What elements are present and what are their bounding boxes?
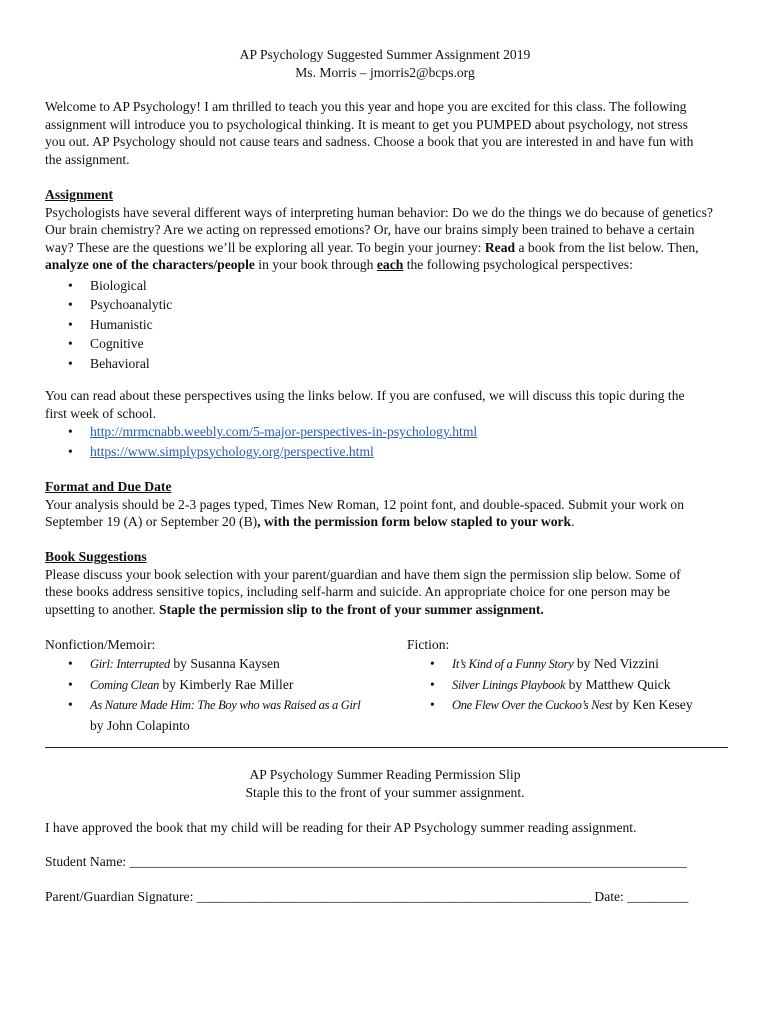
book-title: Coming Clean bbox=[90, 677, 159, 692]
nonfiction-list bbox=[45, 654, 385, 735]
student-name-row bbox=[45, 853, 687, 871]
book-suggestions-section bbox=[45, 548, 730, 618]
assignment-emphasis: Read bbox=[484, 239, 516, 255]
books-emphasis: Staple the permission slip to the front of your summer assignment. bbox=[159, 601, 544, 617]
assignment-heading: Assignment bbox=[45, 187, 113, 202]
assignment-emphasis: each bbox=[376, 257, 404, 272]
book-item bbox=[90, 675, 385, 696]
book-title: It’s Kind of a Funny Story bbox=[452, 657, 574, 671]
format-text: . bbox=[571, 514, 575, 529]
format-heading: Format and Due Date bbox=[45, 479, 172, 494]
assignment-emphasis: analyze one of the characters/people bbox=[45, 257, 255, 272]
intro-line: you out. AP Psychology should not cause tears and sadness. Choose a book that you are interested in and have fun with bbox=[45, 134, 694, 149]
book-item bbox=[90, 695, 385, 735]
fiction-column bbox=[407, 635, 730, 716]
perspectives-list bbox=[45, 276, 730, 374]
perspectives-link-2[interactable]: https://www.simplypsychology.org/perspective.html bbox=[90, 443, 374, 459]
nonfiction-column bbox=[45, 635, 385, 735]
book-title: As Nature Made Him: The Boy who was Raised as a Girl bbox=[90, 698, 361, 712]
book-author: by Ken Kesey bbox=[612, 697, 693, 712]
slip-subtitle: Staple this to the front of your summer assignment. bbox=[245, 785, 525, 800]
format-emphasis: , with the permission form below stapled to your work bbox=[257, 514, 572, 529]
section-divider bbox=[45, 747, 728, 748]
student-name-label: Student Name: bbox=[45, 854, 130, 869]
fiction-label: Fiction: bbox=[407, 637, 450, 652]
books-line: Please discuss your book selection with your parent/guardian and have them sign the permission slip below. Some of bbox=[45, 566, 681, 582]
assignment-text: in your book through bbox=[254, 257, 377, 272]
links-line: You can read about these perspectives using the links below. If you are confused, we will discuss this topic during the bbox=[45, 388, 685, 403]
assignment-text: way? These are the questions we’ll be exploring all year. To begin your journey: bbox=[45, 239, 485, 255]
links-line: first week of school. bbox=[45, 405, 156, 421]
book-item bbox=[452, 675, 730, 696]
link-item bbox=[90, 442, 730, 462]
teacher-contact: Ms. Morris – jmorris2@bcps.org bbox=[295, 65, 475, 80]
assignment-line bbox=[45, 239, 730, 257]
book-title: One Flew Over the Cuckoo’s Nest bbox=[452, 698, 613, 712]
assignment-line: Psychologists have several different ways of interpreting human behavior: Do we do the things we do because of genetics? bbox=[45, 204, 713, 220]
document-header bbox=[0, 46, 770, 82]
intro-line: Welcome to AP Psychology! I am thrilled to teach you this year and hope you are excited for this class. The following bbox=[45, 99, 687, 114]
parent-signature-field[interactable]: __________________________________________________________ bbox=[196, 889, 591, 904]
assignment-section bbox=[45, 186, 730, 373]
slip-title: AP Psychology Summer Reading Permission Slip bbox=[249, 767, 521, 782]
assignment-text: a book from the list below. Then, bbox=[515, 239, 699, 255]
signature-row bbox=[45, 888, 688, 906]
perspective-item: • Humanistic bbox=[90, 315, 730, 335]
book-item bbox=[452, 695, 730, 716]
permission-slip-header bbox=[0, 766, 770, 802]
date-field[interactable]: _________ bbox=[627, 889, 689, 904]
assignment-line bbox=[45, 256, 730, 274]
format-text: September 19 (A) or September 20 (B) bbox=[45, 514, 258, 529]
book-author: by Ned Vizzini bbox=[573, 656, 659, 671]
book-author: by Susanna Kaysen bbox=[169, 656, 280, 671]
perspective-item: • Biological bbox=[90, 276, 730, 296]
book-author: by Matthew Quick bbox=[565, 676, 671, 692]
perspective-item: • Psychoanalytic bbox=[90, 295, 730, 315]
links-section bbox=[45, 387, 730, 461]
book-author: by Kimberly Rae Miller bbox=[158, 676, 294, 692]
format-line: Your analysis should be 2-3 pages typed, Times New Roman, 12 point font, and double-spaced. Submit your work on bbox=[45, 496, 684, 512]
intro-line: the assignment. bbox=[45, 151, 130, 167]
parent-signature-label: Parent/Guardian Signature: bbox=[45, 889, 197, 904]
assignment-text: the following psychological perspectives: bbox=[403, 257, 633, 272]
fiction-list bbox=[407, 654, 730, 716]
slip-statement: I have approved the book that my child will be reading for their AP Psychology summer reading assignment. bbox=[45, 820, 637, 835]
book-item bbox=[90, 654, 385, 675]
book-title: Girl: Interrupted bbox=[90, 657, 170, 671]
links-list bbox=[45, 422, 730, 461]
student-name-field[interactable]: __________________________________________________________________________________ bbox=[129, 854, 687, 869]
document-title: AP Psychology Suggested Summer Assignment 2019 bbox=[239, 47, 531, 62]
perspective-item: • Cognitive bbox=[90, 334, 730, 354]
link-item bbox=[90, 422, 730, 442]
perspectives-link-1[interactable]: http://mrmcnabb.weebly.com/5-major-perspectives-in-psychology.html bbox=[90, 424, 478, 439]
assignment-line: Our brain chemistry? Are we acting on repressed emotions? Or, have our brains simply been trained to behave a certain bbox=[45, 222, 695, 237]
books-heading: Book Suggestions bbox=[45, 549, 147, 564]
book-author: by John Colapinto bbox=[90, 717, 190, 733]
perspective-item: • Behavioral bbox=[90, 354, 730, 374]
books-line bbox=[45, 601, 730, 619]
format-section bbox=[45, 478, 730, 531]
format-line bbox=[45, 513, 730, 531]
intro-line: assignment will introduce you to psychological thinking. It is meant to get you PUMPED about psychology, not stress bbox=[45, 116, 688, 132]
nonfiction-label: Nonfiction/Memoir: bbox=[45, 637, 156, 652]
date-label: Date: bbox=[590, 889, 628, 904]
intro-paragraph bbox=[45, 98, 730, 168]
book-title: Silver Linings Playbook bbox=[452, 677, 566, 692]
book-item bbox=[452, 654, 730, 675]
books-line: these books address sensitive topics, including self-harm and suicide. An appropriate choice for one person may be bbox=[45, 584, 671, 599]
books-text: upsetting to another. bbox=[45, 601, 160, 617]
